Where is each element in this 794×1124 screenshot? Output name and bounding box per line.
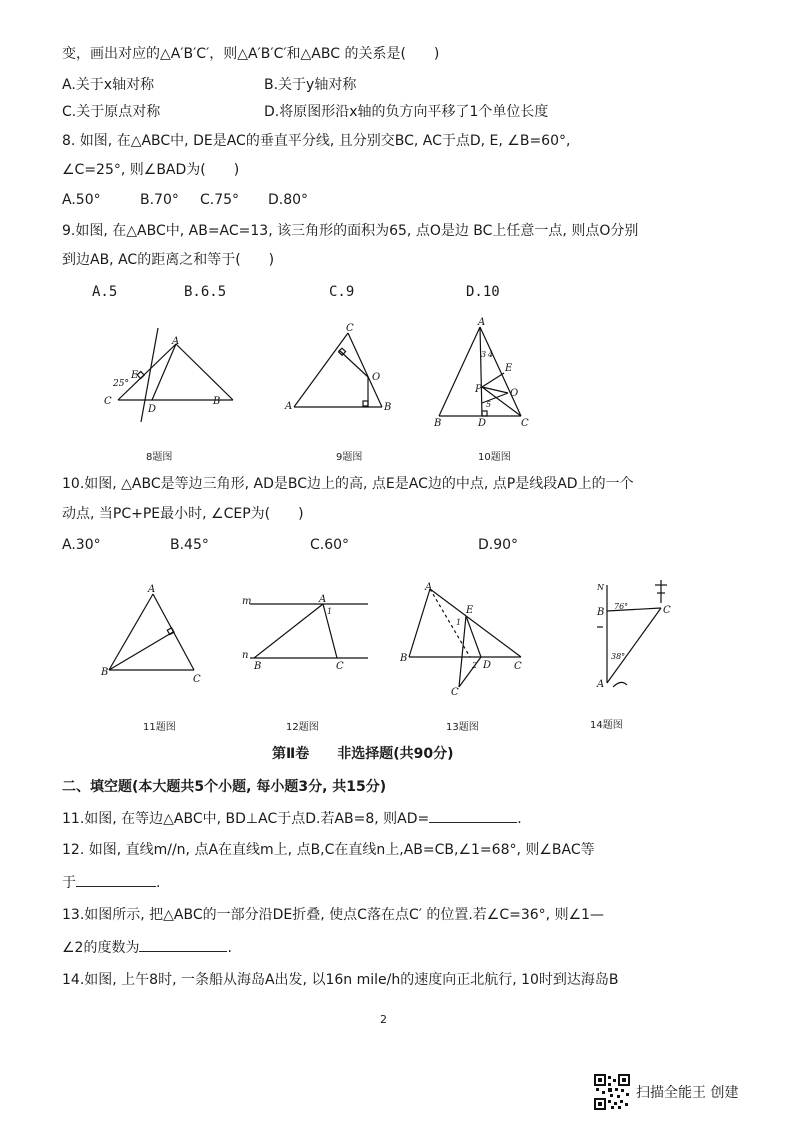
fig8-label-d: D [148, 404, 157, 415]
fig11-label-c: C [193, 674, 201, 685]
fig8-label-a: A [172, 336, 180, 347]
fig10-label-o: O [510, 388, 519, 399]
q10-option-a: A.30° [62, 537, 101, 553]
fig8-label-b: B [213, 396, 221, 407]
fig9-caption: 9题图 [336, 452, 363, 463]
q13-answer-blank[interactable] [139, 937, 227, 952]
fig10-angle-5: 5 [486, 400, 492, 409]
figure-13 [395, 580, 525, 700]
fig10-label-c: C [521, 418, 529, 429]
fig13-label-d: D [483, 660, 492, 671]
fig12-angle-1: 1 [327, 607, 333, 616]
fill-in-heading: 二、填空题(本大题共5个小题, 每小题3分, 共15分) [62, 779, 387, 795]
q11-line: 11.如图, 在等边△ABC中, BD⊥AC于点D.若AB=8, 则AD= [62, 811, 430, 827]
fig14-angle-76: 76° [614, 602, 629, 611]
q13-text-line2 [62, 937, 232, 958]
fig11-caption: 11题图 [143, 722, 176, 733]
q12-text-line1: 12. 如图, 直线m//n, 点A在直线m上, 点B,C在直线n上,AB=CB,∠1=68°, 则∠BAC等 [62, 842, 595, 858]
q11-text [62, 808, 522, 829]
fig12-label-b: B [254, 661, 262, 672]
fig13-label-c-prime: C [451, 687, 459, 698]
q13-text-line1: 13.如图所示, 把△ABC的一部分沿DE折叠, 使点C落在点C′ 的位置.若∠C=36°, 则∠1— [62, 907, 605, 923]
q10-option-d: D.90° [478, 537, 519, 553]
figure-8 [0, 320, 240, 440]
fig10-label-b: B [434, 418, 442, 429]
fig12-label-n: n [242, 650, 249, 661]
fig9-label-c: C [346, 323, 354, 334]
fig10-angle-3: 3 [481, 350, 487, 359]
fig14-label-a: A [597, 679, 605, 690]
fig8-label-e: E [131, 370, 139, 381]
q10-text-line1: 10.如图, △ABC是等边三角形, AD是BC边上的高, 点E是AC边的中点, 点P是线段AD上的一个 [62, 476, 634, 492]
q9-option-d: D.10 [466, 284, 500, 300]
q8-text-line2: ∠C=25°, 则∠BAD为( ) [62, 162, 240, 178]
q9-text-line2: 到边AB, AC的距离之和等于( ) [62, 252, 275, 268]
q10-text-line2: 动点, 当PC+PE最小时, ∠CEP为( ) [62, 506, 304, 522]
fig13-label-b: B [400, 653, 408, 664]
q13-line2: ∠2的度数为 [62, 940, 140, 956]
q12-line2: 于 [62, 875, 76, 891]
q12-text-line2 [62, 872, 160, 893]
figure-11 [100, 580, 210, 690]
q8-option-c: C.75° [200, 192, 240, 208]
q8-option-b: B.70° [140, 192, 179, 208]
q8-option-d: D.80° [268, 192, 309, 208]
q9-option-b: B.6.5 [184, 284, 227, 300]
figure-9 [285, 320, 405, 420]
fig8-caption: 8题图 [146, 452, 173, 463]
q13-end: . [227, 940, 232, 956]
fig12-label-a: A [319, 594, 327, 605]
q8-text-line1: 8. 如图, 在△ABC中, DE是AC的垂直平分线, 且分别交BC, AC于点D, E, ∠B=60°, [62, 133, 571, 149]
figure-10 [432, 315, 542, 435]
fig11-label-b: B [101, 667, 109, 678]
fig12-label-m: m [242, 596, 252, 607]
fig10-label-d: D [478, 418, 487, 429]
fig13-angle-1: 1 [456, 618, 462, 627]
q12-end: . [156, 875, 161, 891]
fig14-angle-38: 38° [611, 652, 626, 661]
fig13-label-c: C [514, 661, 522, 672]
fig13-label-a: A [425, 582, 433, 593]
fig8-angle-label: 25° [113, 379, 129, 389]
q11-end: . [517, 811, 522, 827]
fig12-label-c: C [336, 661, 344, 672]
q9-option-c: C.9 [329, 284, 355, 300]
fig10-label-a: A [478, 317, 486, 328]
figure-14 [585, 575, 685, 695]
fig14-label-n: N [597, 583, 604, 592]
fig10-label-e: E [505, 363, 513, 374]
q8-option-a: A.50° [62, 192, 101, 208]
fig10-label-p: P [475, 384, 482, 395]
page-number: 2 [380, 1013, 387, 1026]
qr-code-icon [594, 1074, 630, 1110]
fig13-angle-2: 2 [472, 661, 478, 670]
figure-12 [236, 590, 376, 680]
q7-text: 变，画出对应的△A′B′C′，则△A′B′C′和△ABC 的关系是( ) [62, 46, 440, 62]
fig14-caption: 14题图 [590, 720, 623, 731]
fig14-label-b: B [597, 607, 605, 618]
q7-option-d: D.将原图形沿x轴的负方向平移了1个单位长度 [264, 104, 549, 120]
footer-brand: 扫描全能王 创建 [636, 1085, 739, 1101]
fig13-caption: 13题图 [446, 722, 479, 733]
fig9-label-a: A [285, 401, 293, 412]
q10-option-b: B.45° [170, 537, 209, 553]
q12-answer-blank[interactable] [76, 872, 156, 887]
q11-answer-blank[interactable] [429, 808, 517, 823]
fig9-label-b: B [384, 402, 392, 413]
q9-text-line1: 9.如图, 在△ABC中, AB=AC=13, 该三角形的面积为65, 点O是边 BC上任意一点, 则点O分别 [62, 223, 639, 239]
fig8-label-c: C [104, 396, 112, 407]
q9-option-a: A.5 [92, 284, 118, 300]
q10-option-c: C.60° [310, 537, 350, 553]
q7-option-b: B.关于y轴对称 [264, 77, 357, 93]
fig9-label-o: O [372, 372, 381, 383]
section-2-title: 第Ⅱ卷 非选择题(共90分) [272, 746, 454, 762]
q7-option-c: C.关于原点对称 [62, 104, 161, 120]
fig10-angle-4: 4 [488, 350, 494, 359]
q7-option-a: A.关于x轴对称 [62, 77, 155, 93]
fig11-label-a: A [148, 584, 156, 595]
fig10-caption: 10题图 [478, 452, 511, 463]
fig14-label-c: C [663, 605, 671, 616]
q14-text: 14.如图, 上午8时, 一条船从海岛A出发, 以16n mile/h的速度向正北航行, 10时到达海岛B [62, 972, 619, 988]
fig13-label-e: E [466, 605, 474, 616]
fig12-caption: 12题图 [286, 722, 319, 733]
